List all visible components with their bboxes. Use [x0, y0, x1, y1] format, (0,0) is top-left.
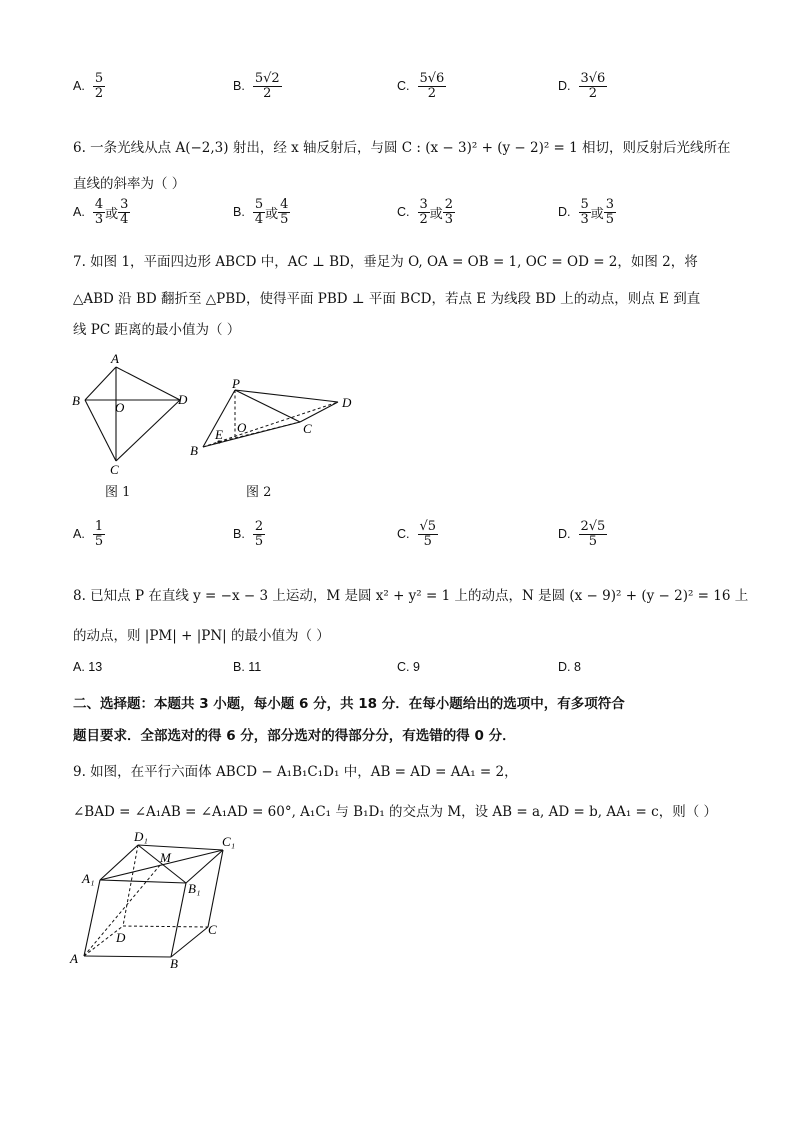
- fraction: $\frac{5}{3}$: [580, 197, 589, 227]
- fraction: $\frac{3}{2}$: [419, 197, 428, 227]
- q5-option-b[interactable]: [233, 72, 282, 100]
- q6-option-b[interactable]: [233, 198, 290, 226]
- fraction: $\frac{5}{2}$: [94, 71, 104, 101]
- fig9-label-d: D: [116, 930, 126, 945]
- q7-options: [0, 520, 794, 560]
- fraction: $\frac{2}{3}$: [444, 197, 454, 227]
- or-text: 或: [265, 206, 279, 222]
- q7-stem-line2: △ABD 沿 BD 翻折至 △PBD，使得平面 PBD ⊥ 平面 BCD，若点 E 为线段 BD 上的动点，则点 E 到直: [73, 291, 701, 307]
- q7-figure-2: [185, 375, 370, 465]
- option-label: C.: [397, 79, 410, 94]
- fig2-label-b: B: [190, 443, 198, 458]
- q6-options: [0, 198, 794, 238]
- fraction: $\frac{3}{4}$: [120, 197, 129, 227]
- section2-heading-line1: 二、选择题：本题共 3 小题，每小题 6 分，共 18 分．在每小题给出的选项中，有多项符合: [73, 696, 625, 712]
- fig9-label-a1: A₁: [82, 871, 95, 886]
- fraction: $\frac{4}{3}$: [94, 197, 104, 227]
- fig1-label-a: A: [111, 351, 119, 366]
- option-label: D.: [558, 527, 571, 542]
- q6-stem-line2: 直线的斜率为（ ）: [73, 176, 186, 192]
- fraction: $\frac{5}{4}$: [254, 197, 264, 227]
- q8-stem-line1: 8. 已知点 P 在直线 y = −x − 3 上运动，M 是圆 x² + y² = 1 上的动点，N 是圆 (x − 9)² + (y − 2)² = 16 上: [73, 588, 749, 604]
- fraction: $\frac{3√6}{2}$: [580, 71, 606, 101]
- q6-option-a[interactable]: [73, 198, 130, 226]
- q6-stem-line1: 6. 一条光线从点 A(−2,3) 射出，经 x 轴反射后，与圆 C : (x − 3)² + (y − 2)² = 1 相切，则反射后光线所在: [73, 140, 731, 156]
- q7-option-b[interactable]: [233, 520, 265, 548]
- fig1-label-c: C: [110, 462, 119, 477]
- q8-stem-line2: 的动点，则 |PM| + |PN| 的最小值为（ ）: [73, 628, 330, 644]
- fraction: $\frac{2}{5}$: [254, 519, 264, 549]
- fraction: $\frac{1}{5}$: [94, 519, 104, 549]
- or-text: 或: [429, 206, 443, 222]
- option-label: C.: [397, 527, 410, 542]
- q8-option-b[interactable]: B. 11: [233, 660, 262, 674]
- q5-option-c[interactable]: [397, 72, 446, 100]
- fig9-label-d1: D₁: [134, 830, 148, 844]
- fig2-label-o: O: [237, 420, 247, 435]
- q7-option-d[interactable]: [558, 520, 607, 548]
- fig2-label-p: P: [232, 376, 240, 391]
- fraction: $\frac{3}{5}$: [605, 197, 615, 227]
- or-text: 或: [590, 206, 604, 222]
- fig1-label-d: D: [178, 392, 188, 407]
- fig2-label-e: E: [215, 427, 223, 442]
- section2-heading-line2: 题目要求．全部选对的得 6 分，部分选对的得部分分，有选错的得 0 分．: [73, 728, 516, 744]
- fig2-label-c: C: [303, 421, 312, 436]
- q5-option-a[interactable]: [73, 72, 105, 100]
- option-label: D.: [558, 79, 571, 94]
- option-label: A.: [73, 79, 85, 94]
- option-label: B.: [233, 527, 245, 542]
- option-label: B.: [233, 79, 245, 94]
- q5-option-d[interactable]: [558, 72, 607, 100]
- q8-option-a[interactable]: A. 13: [73, 660, 103, 674]
- fig1-caption: 图 1: [105, 485, 131, 500]
- q8-option-d[interactable]: D. 8: [558, 660, 581, 674]
- fig9-label-a: A: [70, 951, 78, 966]
- fraction: $\frac{2√5}{5}$: [580, 519, 606, 549]
- fraction: $\frac{4}{5}$: [280, 197, 289, 227]
- fig1-label-o: O: [115, 400, 125, 415]
- q7-stem-line1: 7. 如图 1，平面四边形 ABCD 中，AC ⊥ BD，垂足为 O, OA = OB = 1, OC = OD = 2，如图 2，将: [73, 254, 698, 270]
- fig9-label-c: C: [208, 922, 217, 937]
- option-label: C.: [397, 205, 410, 220]
- q9-stem-line2: ∠BAD = ∠A₁AB = ∠A₁AD = 60°, A₁C₁ 与 B₁D₁ 的交点为 M，设 AB = a, AD = b, AA₁ = c，则（ ）: [73, 804, 717, 820]
- option-label: D.: [558, 205, 571, 220]
- q7-stem-line3: 线 PC 距离的最小值为（ ）: [73, 322, 241, 338]
- fraction: $\frac{5√2}{2}$: [254, 71, 280, 101]
- q9-stem-line1: 9. 如图，在平行六面体 ABCD − A₁B₁C₁D₁ 中，AB = AD = AA₁ = 2，: [73, 764, 518, 780]
- fig2-label-d: D: [342, 395, 352, 410]
- fig1-label-b: B: [72, 393, 80, 408]
- fig9-label-b: B: [170, 956, 178, 971]
- q7-option-a[interactable]: [73, 520, 105, 548]
- q7-option-c[interactable]: [397, 520, 438, 548]
- q6-option-d[interactable]: [558, 198, 616, 226]
- fraction: $\frac{√5}{5}$: [419, 519, 437, 549]
- option-label: A.: [73, 205, 85, 220]
- option-label: A.: [73, 527, 85, 542]
- q9-figure: [68, 830, 248, 975]
- fig9-label-b1: B₁: [188, 881, 201, 896]
- or-text: 或: [105, 206, 119, 222]
- option-label: B.: [233, 205, 245, 220]
- fig9-label-c1: C₁: [222, 834, 236, 849]
- q6-option-c[interactable]: [397, 198, 455, 226]
- fig9-label-m: M: [160, 850, 171, 865]
- q5-options: [0, 72, 794, 112]
- fraction: $\frac{5√6}{2}$: [419, 71, 445, 101]
- fig2-caption: 图 2: [246, 485, 272, 500]
- q8-option-c[interactable]: C. 9: [397, 660, 420, 674]
